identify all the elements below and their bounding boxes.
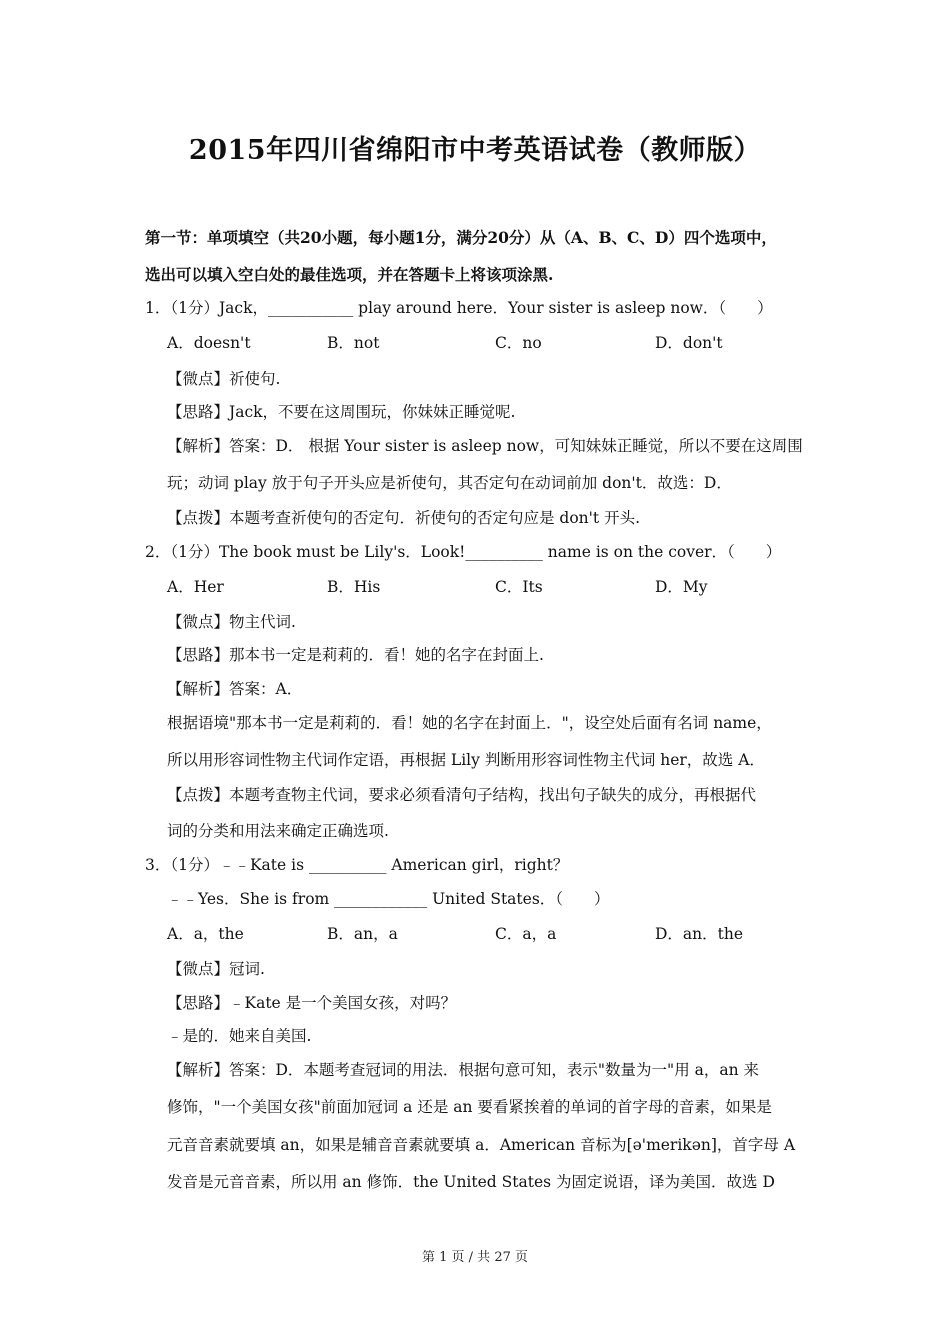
question-1-explanation-cont: 玩；动词 play 放于句子开头应是祈使句，其否定句在动词前加 don't．故选：D． <box>167 474 732 492</box>
question-1-point: 【微点】祈使句. <box>167 370 281 388</box>
question-2-option-d: D．My <box>655 578 708 596</box>
question-3-explanation-line-3: 元音音素就要填 an，如果是辅音音素就要填 a．American 音标为[ə'merikən]，首字母 A <box>167 1136 796 1154</box>
question-2-option-b: B．His <box>327 578 381 596</box>
question-3-option-d: D．an．the <box>655 925 744 943</box>
section-heading-line-2: 选出可以填入空白处的最佳选项，并在答题卡上将该项涂黑. <box>145 265 554 284</box>
section-heading-line-1: 第一节：单项填空（共20小题，每小题1分，满分20分）从（A、B、C、D）四个选项中， <box>145 228 777 247</box>
question-3-idea-cont: ﹣是的．她来自美国. <box>167 1027 312 1045</box>
question-2-answer: 【解析】答案：A． <box>167 680 303 698</box>
question-3-option-b: B．an，a <box>327 925 398 943</box>
question-3-option-c: C．a，a <box>495 925 557 943</box>
question-3-stem-cont: ﹣﹣Yes．She is from ____________ United States．（ ） <box>167 890 610 908</box>
question-3-idea: 【思路】﹣Kate 是一个美国女孩，对吗？ <box>167 994 457 1012</box>
question-1-explanation: 【解析】答案：D． 根据 Your sister is asleep now，可知妹妹正睡觉，所以不要在这周围 <box>167 437 803 455</box>
page-footer: 第 1 页 / 共 27 页 <box>422 1250 528 1265</box>
question-2-tip: 【点拨】本题考查物主代词，要求必须看清句子结构，找出句子缺失的成分，再根据代 <box>167 786 757 804</box>
question-3-point: 【微点】冠词. <box>167 960 265 978</box>
question-1-tip: 【点拨】本题考查祈使句的否定句．祈使句的否定句应是 don't 开头. <box>167 509 641 527</box>
question-1-option-a: A．doesn't <box>167 334 251 352</box>
question-2-option-a: A．Her <box>167 578 224 596</box>
question-3-stem: 3．（1分）﹣﹣Kate is __________ American girl，right？ <box>145 856 569 874</box>
question-1-option-d: D．don't <box>655 334 723 352</box>
question-2-point: 【微点】物主代词. <box>167 613 296 631</box>
question-1-stem: 1．（1分）Jack，___________ play around here．Your sister is asleep now．（ ） <box>145 299 773 317</box>
question-3-explanation-line-4: 发音是元音音素，所以用 an 修饰．the United States 为固定说语，译为美国．故选 D <box>167 1173 775 1191</box>
question-3-explanation-line-2: 修饰，"一个美国女孩"前面加冠词 a 还是 an 要看紧挨着的单词的首字母的音素，如果是 <box>167 1098 772 1116</box>
question-3-explanation: 【解析】答案：D．本题考查冠词的用法．根据句意可知，表示"数量为一"用 a，an 来 <box>167 1061 760 1079</box>
question-2-option-c: C．Its <box>495 578 543 596</box>
question-2-tip-cont: 词的分类和用法来确定正确选项. <box>167 822 389 840</box>
question-2-explanation-cont: 所以用形容词性物主代词作定语，再根据 Lily 判断用形容词性物主代词 her，故选 A． <box>167 751 765 769</box>
question-3-option-a: A．a，the <box>167 925 244 943</box>
question-2-idea: 【思路】那本书一定是莉莉的．看！她的名字在封面上. <box>167 646 544 664</box>
page-title: 2015年四川省绵阳市中考英语试卷（教师版） <box>188 135 762 166</box>
question-2-stem: 2．（1分）The book must be Lily's．Look!__________ name is on the cover．（ ） <box>145 543 782 561</box>
question-1-option-c: C．no <box>495 334 542 352</box>
question-2-explanation: 根据语境"那本书一定是莉莉的．看！她的名字在封面上．"，设空处后面有名词 name， <box>167 714 772 732</box>
question-1-option-b: B．not <box>327 334 380 352</box>
question-1-idea: 【思路】Jack，不要在这周围玩，你妹妹正睡觉呢. <box>167 403 516 421</box>
